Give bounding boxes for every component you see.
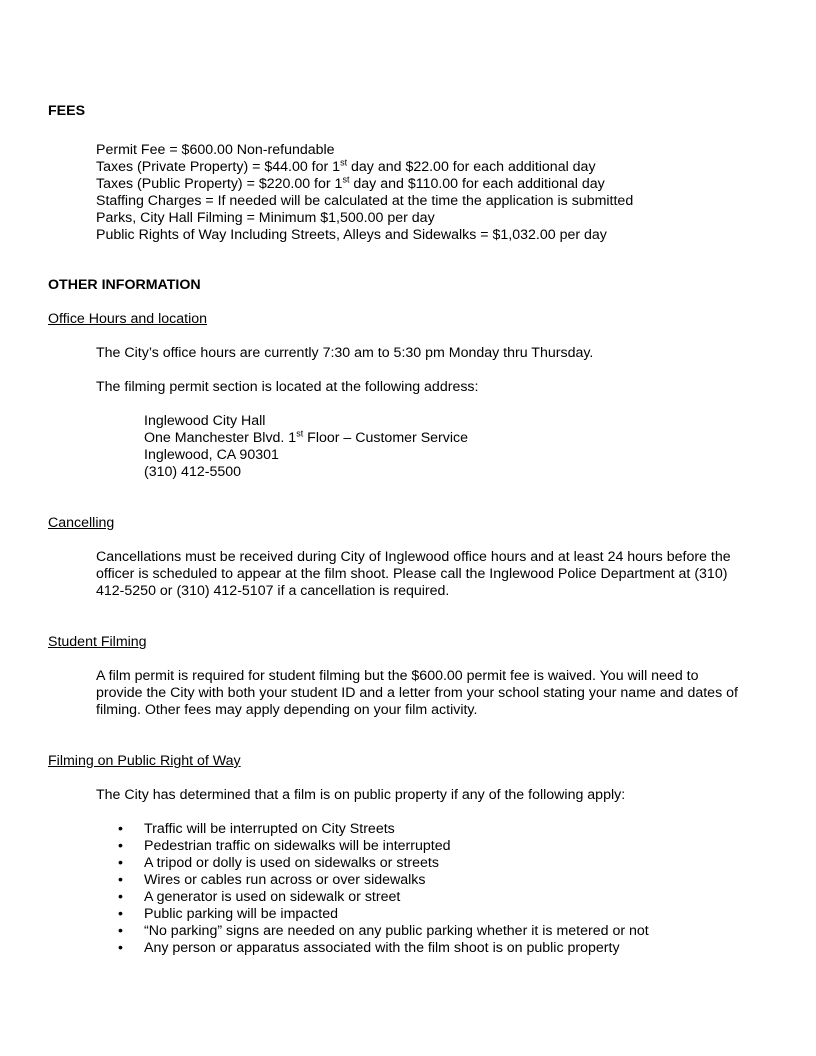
list-item-text: Any person or apparatus associated with the film shoot is on public property [144,940,620,956]
bullet-icon: • [118,906,123,922]
list-item-text: Wires or cables run across or over sidewalks [144,872,426,888]
list-item [96,838,778,855]
fee-text: Taxes (Public Property) = $220.00 for 1 [96,176,343,192]
fee-line [96,176,778,193]
bullet-icon: • [118,923,123,939]
fee-text: Taxes (Private Property) = $44.00 for 1 [96,159,341,175]
public-property-list [96,821,778,957]
fee-text: day and $22.00 for each additional day [347,159,596,175]
list-item [96,855,778,872]
fee-text: Permit Fee = $600.00 Non-refundable [96,142,335,158]
office-hours-subheading: Office Hours and location [48,311,208,327]
address-sup: st [296,428,304,439]
bullet-icon: • [118,872,123,888]
list-item [96,940,778,957]
fee-sup: st [340,157,348,168]
fee-line [96,193,778,210]
fees-heading: FEES [48,103,86,119]
address-intro: The filming permit section is located at the following address: [96,379,479,395]
bullet-icon: • [118,889,123,905]
list-item-text: “No parking” signs are needed on any public parking whether it is metered or not [144,923,649,939]
paragraph-line: Cancellations must be received during City of Inglewood office hours and at least 24 hours before the [96,549,731,565]
fee-line [96,210,778,227]
paragraph-line: provide the City with both your student ID and a letter from your school stating your name and dates of [96,685,738,701]
list-item-text: Pedestrian traffic on sidewalks will be interrupted [144,838,451,854]
cancelling-paragraph [96,549,778,600]
bullet-icon: • [118,821,123,837]
address-text: One Manchester Blvd. 1 [144,430,297,446]
public-property-intro: The City has determined that a film is on public property if any of the following apply: [96,787,626,803]
list-item-text: Public parking will be impacted [144,906,338,922]
list-item-text: A tripod or dolly is used on sidewalks or streets [144,855,439,871]
fee-sup: st [342,174,350,185]
student-filming-paragraph [96,668,778,719]
list-item [96,872,778,889]
list-item-text: A generator is used on sidewalk or street [144,889,401,905]
bullet-icon: • [118,838,123,854]
list-item [96,906,778,923]
paragraph-line: 412-5250 or (310) 412-5107 if a cancellation is required. [96,583,450,599]
list-item-text: Traffic will be interrupted on City Streets [144,821,395,837]
cancelling-subheading: Cancelling [48,515,115,531]
list-item [96,923,778,940]
office-hours-text: The City’s office hours are currently 7:30 am to 5:30 pm Monday thru Thursday. [96,345,594,361]
fee-text: day and $110.00 for each additional day [349,176,605,192]
list-item [96,889,778,906]
bullet-icon: • [118,940,123,956]
fee-text: Public Rights of Way Including Streets, Alleys and Sidewalks = $1,032.00 per day [96,227,607,243]
document-page [48,103,778,957]
address-line [144,430,778,447]
fees-list [96,142,778,244]
fee-line [96,142,778,159]
other-information-heading: OTHER INFORMATION [48,277,201,293]
list-item [96,821,778,838]
fee-text: Staffing Charges = If needed will be calculated at the time the application is submitted [96,193,634,209]
paragraph-line: officer is scheduled to appear at the film shoot. Please call the Inglewood Police Department at (310) [96,566,728,582]
address-phone: (310) 412-5500 [144,464,242,480]
bullet-icon: • [118,855,123,871]
student-filming-subheading: Student Filming [48,634,147,650]
paragraph-line: filming. Other fees may apply depending on your film activity. [96,702,478,718]
paragraph-line: A film permit is required for student filming but the $600.00 permit fee is waived. You will need to [96,668,699,684]
fee-text: Parks, City Hall Filming = Minimum $1,500.00 per day [96,210,435,226]
address-line: Inglewood City Hall [144,413,266,429]
fee-line [96,159,778,176]
address-text: Floor – Customer Service [303,430,469,446]
fee-line [96,227,778,244]
public-right-of-way-subheading: Filming on Public Right of Way [48,753,241,769]
address-line: Inglewood, CA 90301 [144,447,279,463]
address-block [144,413,778,481]
